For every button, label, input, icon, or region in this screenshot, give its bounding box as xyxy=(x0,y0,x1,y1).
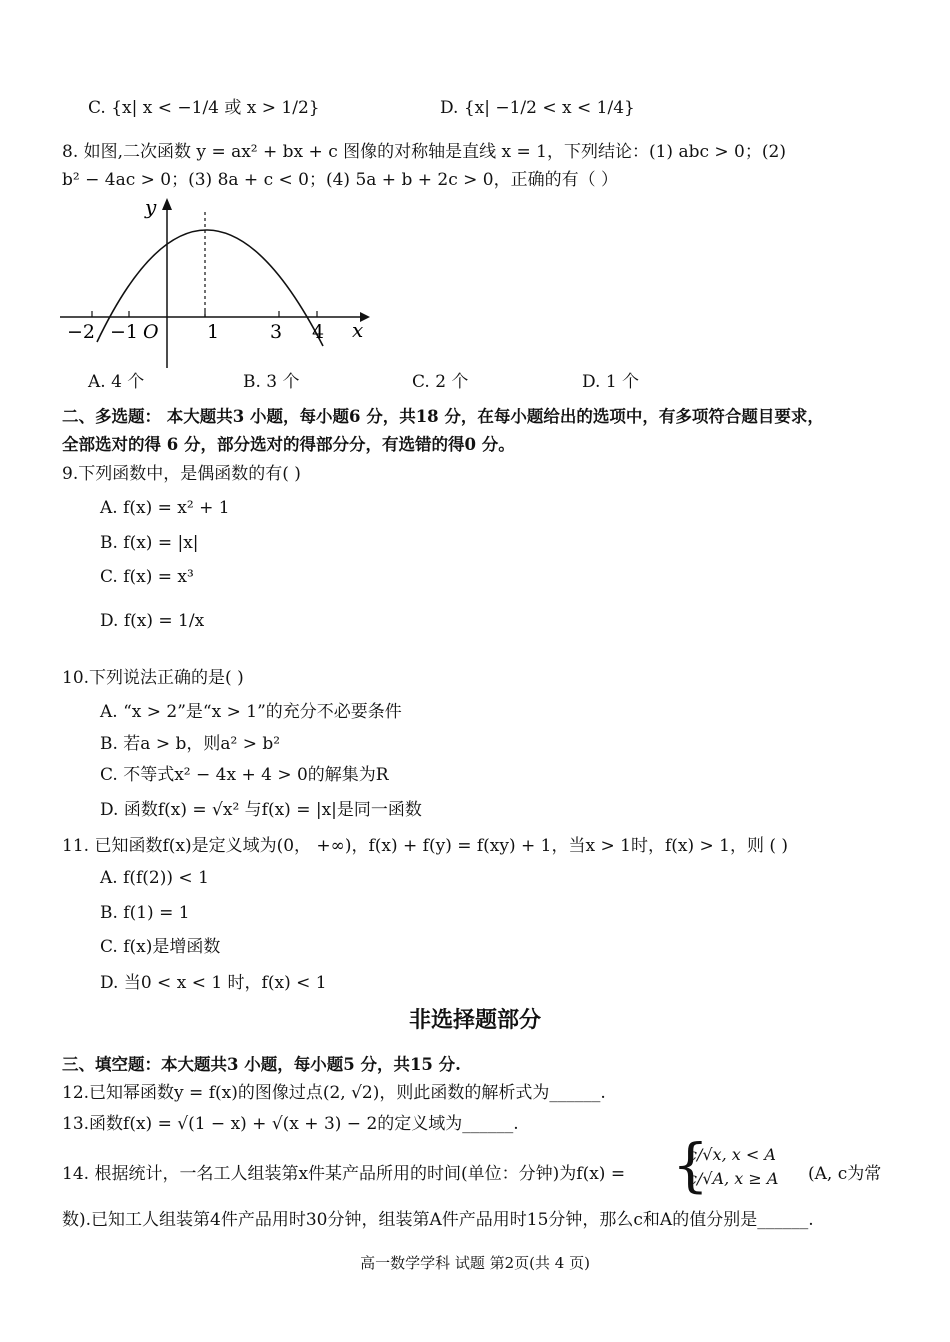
q12-text: 12.已知幂函数y = f(x)的图像过点(2, √2)，则此函数的解析式为______. xyxy=(62,1083,606,1103)
q10-option-b: B. 若a > b，则a² > b² xyxy=(100,734,281,754)
q8-parabola-graph xyxy=(55,190,375,375)
page-footer: 高一数学学科 试题 第2页(共 4 页) xyxy=(360,1254,590,1272)
q9-option-b: B. f(x) = |x| xyxy=(100,533,199,553)
q14-tail: (A, c为常 xyxy=(808,1164,882,1184)
q7-option-d: D. {x| −1/2 < x < 1/4} xyxy=(440,98,635,118)
section2-heading-line2: 全部选对的得 6 分，部分选对的得部分分，有选错的得0 分。 xyxy=(62,435,515,454)
q9-stem: 9.下列函数中，是偶函数的有( ) xyxy=(62,464,301,484)
q8-option-b: B. 3 个 xyxy=(243,372,300,392)
q8-option-d: D. 1 个 xyxy=(582,372,640,392)
q13-text: 13.函数f(x) = √(1 − x) + √(x + 3) − 2的定义域为______. xyxy=(62,1114,519,1134)
q9-option-a: A. f(x) = x² + 1 xyxy=(100,498,230,518)
q11-stem: 11. 已知函数f(x)是定义域为(0， +∞)，f(x) + f(y) = f(xy) + 1，当x > 1时，f(x) > 1，则 ( ) xyxy=(62,836,789,856)
graph-y-label: y xyxy=(145,195,157,219)
q14-piece1: c/√x, x < A xyxy=(688,1145,776,1164)
section3-heading: 三、填空题：本大题共3 小题，每小题5 分，共15 分. xyxy=(62,1055,461,1074)
q14-piece2: c/√A, x ≥ A xyxy=(688,1169,779,1188)
q8-stem-line1: 8. 如图,二次函数 y = ax² + bx + c 图像的对称轴是直线 x = 1，下列结论：(1) abc > 0；(2) xyxy=(62,142,786,162)
q9-option-c: C. f(x) = x³ xyxy=(100,567,194,587)
q14-line1: 14. 根据统计，一名工人组装第x件某产品所用的时间(单位：分钟)为f(x) = xyxy=(62,1164,626,1184)
graph-origin-label: O xyxy=(143,321,159,343)
graph-tick-neg1: −1 xyxy=(110,321,139,343)
q10-option-a: A. “x > 2”是“x > 1”的充分不必要条件 xyxy=(100,702,402,722)
q7-option-c: C. {x| x < −1/4 或 x > 1/2} xyxy=(88,98,320,118)
q9-option-d: D. f(x) = 1/x xyxy=(100,611,205,631)
part-title: 非选择题部分 xyxy=(408,1008,541,1033)
q10-option-d: D. 函数f(x) = √x² 与f(x) = |x|是同一函数 xyxy=(100,800,422,820)
graph-tick-4: 4 xyxy=(312,321,325,343)
q14-piecewise xyxy=(688,1143,778,1191)
q8-option-c: C. 2 个 xyxy=(412,372,469,392)
q14-line2: 数).已知工人组装第4件产品用时30分钟，组装第A件产品用时15分钟，那么c和A的值分别是______. xyxy=(62,1210,814,1230)
graph-tick-3: 3 xyxy=(270,321,283,343)
graph-tick-1: 1 xyxy=(207,321,220,343)
q11-option-d: D. 当0 < x < 1 时，f(x) < 1 xyxy=(100,973,327,993)
section2-heading-line1: 二、多选题： 本大题共3 小题，每小题6 分，共18 分，在每小题给出的选项中，有多项符合题目要求， xyxy=(62,407,824,426)
graph-tick-neg2: −2 xyxy=(67,321,96,343)
q11-option-c: C. f(x)是增函数 xyxy=(100,937,221,957)
q11-option-a: A. f(f(2)) < 1 xyxy=(100,868,209,888)
q10-option-c: C. 不等式x² − 4x + 4 > 0的解集为R xyxy=(100,765,389,785)
graph-x-label: x xyxy=(352,318,364,342)
q14-brace-icon: { xyxy=(672,1131,709,1199)
q8-stem-line2: b² − 4ac > 0；(3) 8a + c < 0；(4) 5a + b + 2c > 0，正确的有（ ） xyxy=(62,170,618,190)
q10-stem: 10.下列说法正确的是( ) xyxy=(62,668,244,688)
q8-option-a: A. 4 个 xyxy=(88,372,145,392)
q11-option-b: B. f(1) = 1 xyxy=(100,903,190,923)
